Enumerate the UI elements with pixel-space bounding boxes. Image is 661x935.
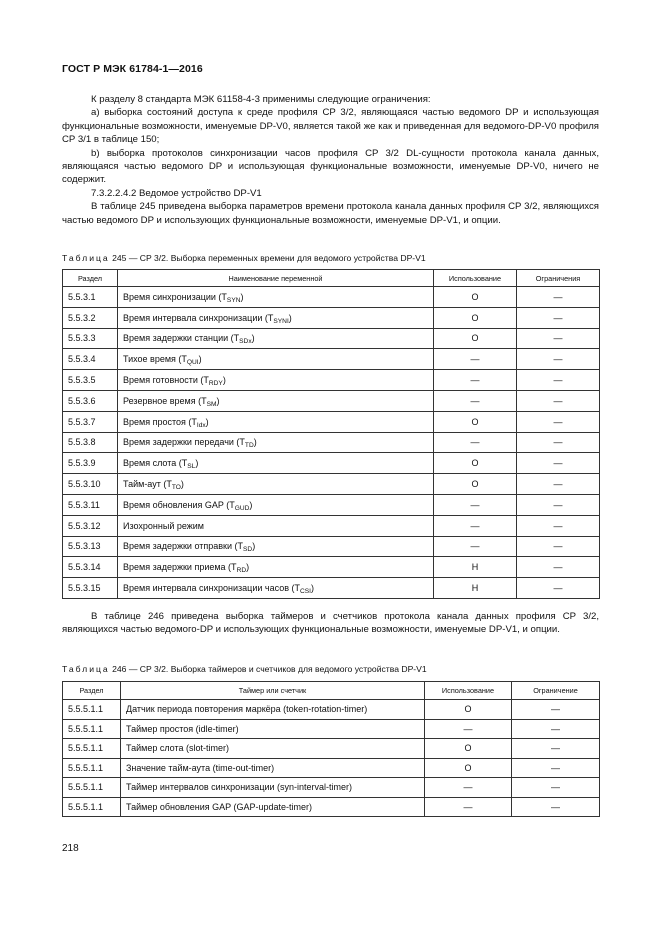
variable-name-cell [118,494,434,515]
usage-cell: — [434,515,517,536]
table-245-caption [62,253,426,263]
table-row [63,758,600,778]
variable-name-cell [118,453,434,474]
limit-cell: — [512,719,600,739]
table-row [63,797,600,817]
variable-name-tail: ) [246,562,250,573]
section-cell: 5.5.3.1 [63,287,118,308]
variable-name: Время готовности (T [123,375,209,386]
variable-subscript: CSI [299,588,311,596]
limit-cell: — [517,515,600,536]
usage-cell: O [434,453,517,474]
timer-name-cell: Таймер интервалов синхронизации (syn-interval-timer) [121,778,425,798]
section-cell: 5.5.3.10 [63,474,118,495]
section-cell: 5.5.3.14 [63,557,118,578]
variable-name: Время интервала синхронизации (T [123,312,274,323]
caption-prefix: Таблица [62,253,110,263]
variable-name: Время синхронизации (T [123,291,227,302]
timer-name-cell: Датчик периода повторения маркёра (token-rotation-timer) [121,700,425,720]
variable-name-cell [118,474,434,495]
variable-name-cell [118,349,434,370]
variable-subscript: SYN [226,296,241,304]
column-header: Ограничения [517,270,600,287]
intro-text [62,93,599,227]
variable-name: Время простоя (T [123,416,197,427]
table-row [63,328,600,349]
table-246 [62,681,600,817]
limit-cell: — [517,328,600,349]
table-row [63,778,600,798]
section-cell: 5.5.5.1.1 [63,778,121,798]
section-cell: 5.5.3.5 [63,370,118,391]
limit-cell: — [517,474,600,495]
table-row [63,432,600,453]
subsection-heading: 7.3.2.2.4.2 Ведомое устройство DP-V1 [91,187,262,199]
usage-cell: O [425,739,512,759]
variable-name-tail: ) [253,437,257,448]
section-cell: 5.5.3.13 [63,536,118,557]
variable-name: Время задержки передачи (T [123,437,245,448]
timer-name-cell: Таймер слота (slot-timer) [121,739,425,759]
table-row [63,719,600,739]
variable-name-cell [118,536,434,557]
table-row [63,494,600,515]
section-cell: 5.5.5.1.1 [63,739,121,759]
column-header: Использование [425,682,512,700]
variable-subscript: SD [243,546,253,554]
intro-paragraph: К разделу 8 стандарта МЭК 61158-4-3 применимы следующие ограничения: [91,94,431,105]
variable-subscript: SYNI [273,317,289,325]
table-row [63,578,600,599]
section-cell: 5.5.5.1.1 [63,719,121,739]
table-row [63,370,600,391]
table-header-row [63,270,600,287]
table-header-row [63,682,600,700]
caption-text: 245 — CP 3/2. Выборка переменных времени для ведомого устройства DP-V1 [109,253,426,263]
column-header: Раздел [63,270,118,287]
section-cell: 5.5.3.12 [63,515,118,536]
variable-name-cell [118,390,434,411]
variable-name-cell [118,515,434,536]
variable-name-cell [118,328,434,349]
variable-subscript: TO [171,484,181,492]
table-row [63,390,600,411]
variable-subscript: RD [236,567,247,575]
limit-cell: — [512,797,600,817]
usage-cell: O [434,474,517,495]
variable-name-tail: ) [195,458,199,469]
variable-name-tail: ) [249,499,253,510]
limit-cell: — [517,390,600,411]
variable-name-cell [118,307,434,328]
middle-text [62,610,599,637]
table-row [63,515,600,536]
section-cell: 5.5.3.6 [63,390,118,411]
limit-cell: — [512,778,600,798]
usage-cell: O [434,287,517,308]
usage-cell: — [425,778,512,798]
intro-item-a: a) выборка состояний доступа к среде профиля CP 3/2, являющаяся частью ведомого DP и использующая функциональные возможности, именуемые DP-V0, является такой же как и приведенная для ведомого-DP-V0 профиля CP 3/1 в таблице 150; [62,107,599,146]
timer-name-cell: Таймер простоя (idle-timer) [121,719,425,739]
variable-name: Время интервала синхронизации часов (T [123,583,300,594]
usage-cell: — [425,797,512,817]
section-cell: 5.5.3.3 [63,328,118,349]
section-cell: 5.5.3.9 [63,453,118,474]
variable-name-cell [118,287,434,308]
usage-cell: — [434,494,517,515]
section-cell: 5.5.5.1.1 [63,797,121,817]
variable-name: Время обновления GAP (T [123,499,235,510]
variable-name-tail: ) [288,312,292,323]
table-row [63,453,600,474]
table-row [63,287,600,308]
section-cell: 5.5.3.11 [63,494,118,515]
limit-cell: — [512,739,600,759]
variable-name-tail: ) [216,395,220,406]
variable-subscript: GUD [234,504,250,512]
variable-name-cell [118,370,434,391]
variable-name-tail: ) [222,375,226,386]
limit-cell: — [512,700,600,720]
table-row [63,557,600,578]
variable-subscript: SL [187,463,196,471]
timer-name-cell: Значение тайм-аута (time-out-timer) [121,758,425,778]
usage-cell: — [434,536,517,557]
variable-name-tail: ) [251,333,255,344]
variable-name-tail: ) [198,354,202,365]
section-cell: 5.5.3.8 [63,432,118,453]
variable-subscript: Idx [196,421,206,429]
variable-name-tail: ) [205,416,209,427]
variable-name-cell [118,557,434,578]
usage-cell: O [425,700,512,720]
variable-name: Время слота (T [123,458,188,469]
section-cell: 5.5.5.1.1 [63,758,121,778]
usage-cell: O [434,307,517,328]
limit-cell: — [517,494,600,515]
usage-cell: O [434,328,517,349]
document-header: ГОСТ Р МЭК 61784-1—2016 [62,63,203,75]
table-245-intro: В таблице 245 приведена выборка параметров времени протокола канала данных профиля CP 3/2, являющихся частью ведомого DP и использующих функциональные возможности, именуемые DP-V1, и опции. [62,201,599,226]
variable-subscript: SM [206,400,217,408]
limit-cell: — [517,557,600,578]
limit-cell: — [517,370,600,391]
section-cell: 5.5.3.7 [63,411,118,432]
variable-name-cell [118,411,434,432]
variable-name: Изохронный режим [123,520,204,531]
variable-subscript: TD [244,442,254,450]
limit-cell: — [517,578,600,599]
variable-name: Время задержки отправки (T [123,541,244,552]
table-246-intro: В таблице 246 приведена выборка таймеров и счетчиков протокола канала данных профиля CP 3/2, являющихся частью ведомого-DP и использующих функциональные возможности, именуемые DP-V1, и опции. [62,611,599,636]
section-cell: 5.5.3.2 [63,307,118,328]
caption-text: 246 — CP 3/2. Выборка таймеров и счетчиков для ведомого устройства DP-V1 [109,664,427,674]
table-row [63,349,600,370]
variable-subscript: RDY [208,380,223,388]
section-cell: 5.5.3.4 [63,349,118,370]
table-row [63,307,600,328]
limit-cell: — [517,432,600,453]
caption-prefix: Таблица [62,664,110,674]
column-header: Использование [434,270,517,287]
limit-cell: — [517,411,600,432]
column-header: Ограничение [512,682,600,700]
limit-cell: — [517,307,600,328]
table-row [63,474,600,495]
usage-cell: H [434,557,517,578]
limit-cell: — [517,349,600,370]
usage-cell: — [434,390,517,411]
table-row [63,739,600,759]
variable-subscript: SDx [239,338,252,346]
variable-name-cell [118,578,434,599]
table-row [63,536,600,557]
variable-name-tail: ) [252,541,256,552]
table-245 [62,269,600,599]
limit-cell: — [517,453,600,474]
usage-cell: O [434,411,517,432]
usage-cell: — [434,370,517,391]
usage-cell: O [425,758,512,778]
limit-cell: — [517,536,600,557]
variable-name-tail: ) [310,583,314,594]
intro-item-b: b) выборка протоколов синхронизации часов профиля CP 3/2 DL-сущности протокола канала данных, являющаяся частью ведомого DP и использующая функциональные возможности, именуемые DP-V0, ничего не содержит. [62,147,599,186]
usage-cell: — [434,349,517,370]
column-header: Раздел [63,682,121,700]
timer-name-cell: Таймер обновления GAP (GAP-update-timer) [121,797,425,817]
section-cell: 5.5.3.15 [63,578,118,599]
variable-name: Резервное время (T [123,395,207,406]
variable-name: Тайм-аут (T [123,479,172,490]
limit-cell: — [517,287,600,308]
usage-cell: H [434,578,517,599]
table-row [63,700,600,720]
variable-subscript: QUI [186,359,199,367]
usage-cell: — [434,432,517,453]
variable-name: Время задержки приема (T [123,562,237,573]
variable-name-tail: ) [240,291,244,302]
column-header: Таймер или счетчик [121,682,425,700]
table-row [63,411,600,432]
variable-name: Время задержки станции (T [123,333,240,344]
section-cell: 5.5.5.1.1 [63,700,121,720]
variable-name: Тихое время (T [123,354,187,365]
variable-name-cell [118,432,434,453]
column-header: Наименование переменной [118,270,434,287]
limit-cell: — [512,758,600,778]
table-246-caption [62,664,427,674]
variable-name-tail: ) [180,479,184,490]
page-number: 218 [62,843,79,854]
usage-cell: — [425,719,512,739]
